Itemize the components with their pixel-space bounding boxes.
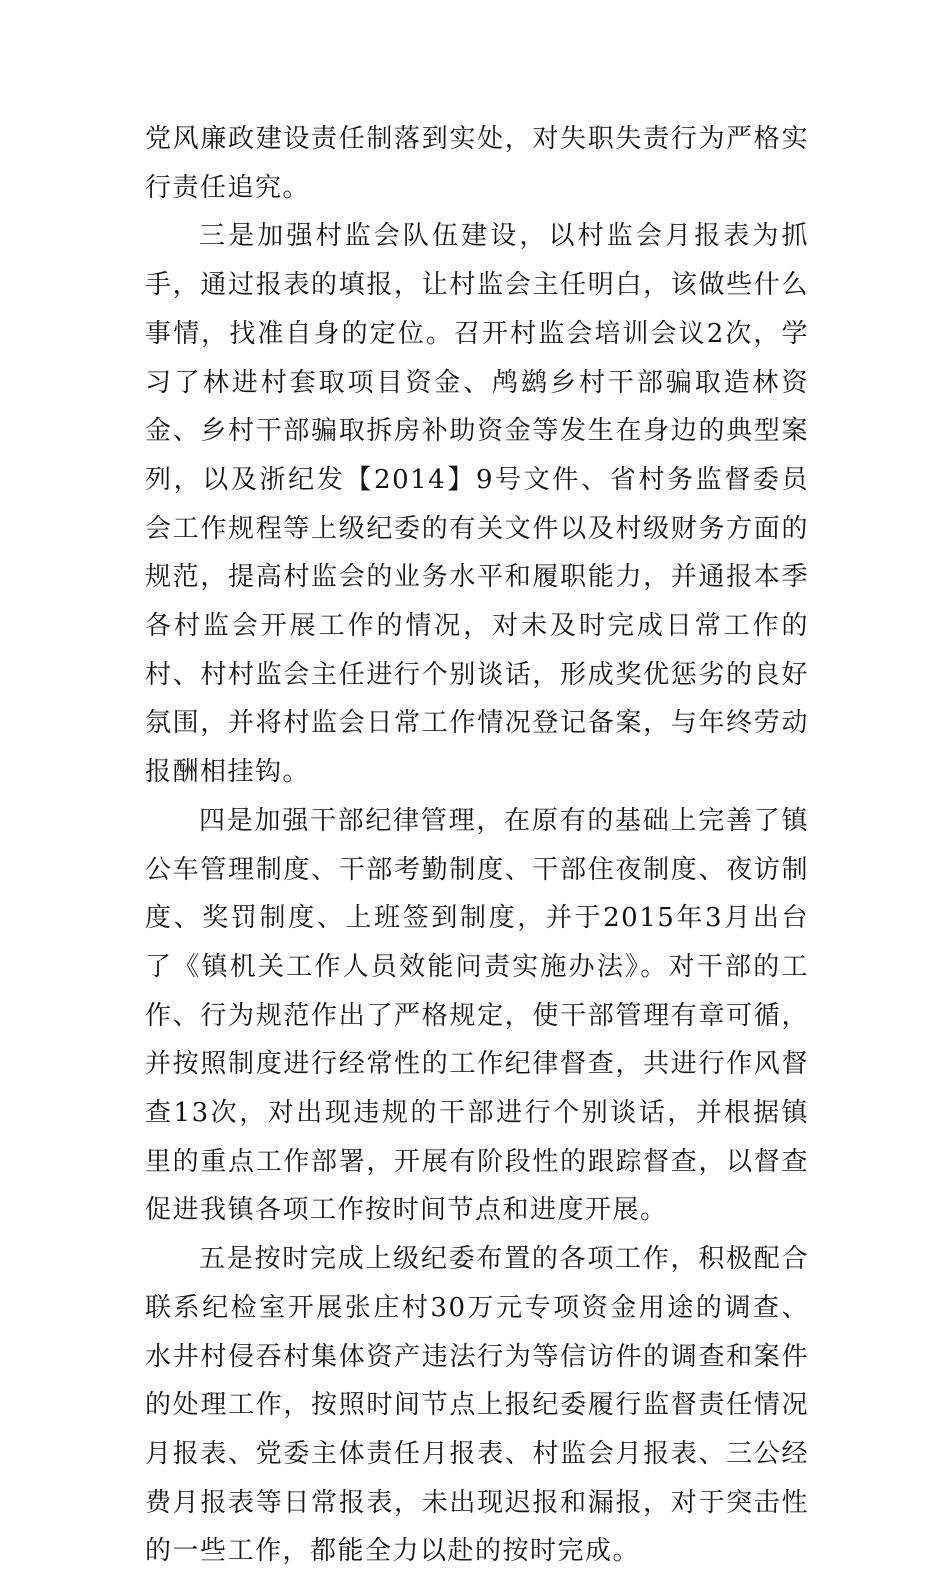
paragraph-point-5: 五是按时完成上级纪委布置的各项工作，积极配合联系纪检室开展张庄村30万元专项资金用途的调查、水井村侵吞村集体资产违法行为等信访件的调查和案件的处理工作，按照时间节点上报纪委履行监督责任情况月报表、党委主体责任月报表、村监会月报表、三公经费月报表等日常报表，未出现迟报和漏报，对于突击性的一些工作，都能全力以赴的按时完成。 xyxy=(145,1244,809,1567)
document-body xyxy=(145,115,809,1576)
paragraph-point-3: 三是加强村监会队伍建设，以村监会月报表为抓手，通过报表的填报，让村监会主任明白，该做些什么事情，找准自身的定位。召开村监会培训会议2次，学习了林进村套取项目资金、鸬鹚乡村干部骗取造林资金、乡村干部骗取拆房补助资金等发生在身边的典型案列，以及浙纪发【2014】9号文件、省村务监督委员会工作规程等上级纪委的有关文件以及村级财务方面的规范，提高村监会的业务水平和履职能力，并通报本季各村监会开展工作的情况，对未及时完成日常工作的村、村村监会主任进行个别谈话，形成奖优惩劣的良好氛围，并将村监会日常工作情况登记备案，与年终劳动报酬相挂钩。 xyxy=(145,221,809,788)
paragraph-point-4: 四是加强干部纪律管理，在原有的基础上完善了镇公车管理制度、干部考勤制度、干部住夜制度、夜访制度、奖罚制度、上班签到制度，并于2015年3月出台了《镇机关工作人员效能问责实施办法》。对干部的工作、行为规范作出了严格规定，使干部管理有章可循，并按照制度进行经常性的工作纪律督查，共进行作风督查13次，对出现违规的干部进行个别谈话，并根据镇里的重点工作部署，开展有阶段性的跟踪督查，以督查促进我镇各项工作按时间节点和进度开展。 xyxy=(145,805,809,1226)
paragraph-continued: 党风廉政建设责任制落到实处，对失职失责行为严格实行责任追究。 xyxy=(145,124,809,203)
